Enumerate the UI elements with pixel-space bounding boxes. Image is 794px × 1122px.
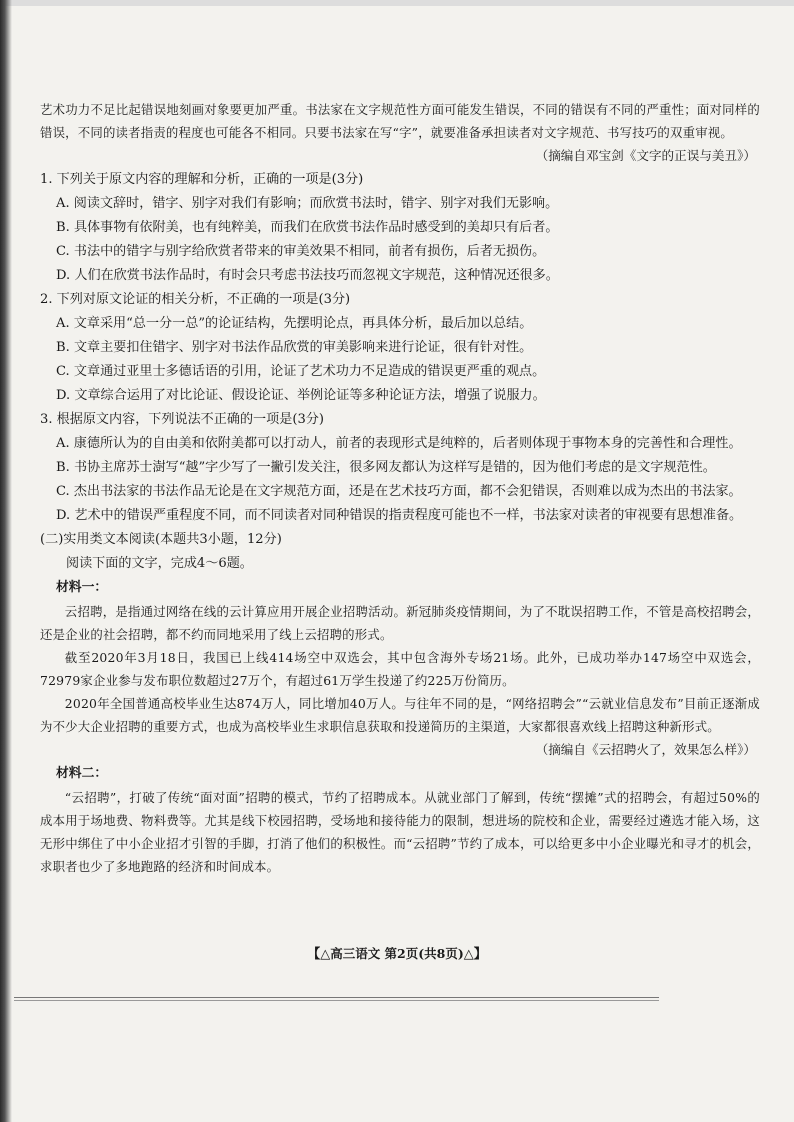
section-lead: 阅读下面的文字，完成4～6题。: [66, 556, 253, 571]
option-c: C. 文章通过亚里士多德话语的引用，论证了艺术功力不足造成的错误更严重的观点。: [56, 364, 546, 379]
footer-text: 高三语文 第2页(共8页): [330, 946, 464, 961]
option-c: C. 书法中的错字与别字给欣赏者带来的审美效果不相同，前者有损伤，后者无损伤。: [56, 244, 546, 259]
option-d: D. 人们在欣赏书法作品时，有时会只考虑书法技巧而忽视文字规范，这种情况还很多。: [56, 268, 559, 283]
page-footer: [0, 943, 794, 962]
question-stem: 3. 根据原文内容，下列说法不正确的一项是(3分): [40, 412, 324, 427]
question-1: [40, 168, 760, 288]
option-c: C. 杰出书法家的书法作品无论是在文字规范方面，还是在艺术技巧方面，都不会犯错误，否则难以成为杰出的书法家。: [56, 484, 742, 499]
option-b: B. 书协主席苏士澍写“越”字少写了一撇引发关注，很多网友都认为这样写是错的，因为他们考虑的是文字规范性。: [56, 460, 716, 475]
material-1-paragraph: 2020年全国普通高校毕业生达874万人，同比增加40万人。与往年不同的是，“网络招聘会”“云就业信息发布”目前正逐渐成为不少大企业招聘的重要方式，也成为高校毕业生求职信息获取和投递简历的主渠道，大家都很喜欢线上招聘这种新形式。: [40, 696, 760, 734]
footer-right-mark: △】: [463, 947, 487, 962]
scan-top-edge: [0, 0, 794, 6]
option-a: A. 阅读文辞时，错字、别字对我们有影响；而欣赏书法时，错字、别字对我们无影响。: [56, 196, 559, 211]
scan-rule-line: [14, 1000, 659, 1001]
passage-tail: 艺术功力不足比起错误地刻画对象要更加严重。书法家在文字规范性方面可能发生错误，不同的错误有不同的严重性；面对同样的错误，不同的读者指责的程度也可能各不相同。只要书法家在写“字”，就要准备承担读者对文字规范、书写技巧的双重审视。: [40, 102, 760, 140]
material-2-paragraph: “云招聘”，打破了传统“面对面”招聘的模式，节约了招聘成本。从就业部门了解到，传统“摆摊”式的招聘会，有超过50%的成本用于场地费、物料费等。尤其是线下校园招聘，受场地和接待能力的限制，想进场的院校和企业，需要经过遴选才能入场，这无形中绑住了中小企业招才引智的手脚，打消了他们的积极性。而“云招聘”节约了成本，可以给更多中小企业曝光和寻才的机会，求职者也少了多地跑路的经济和时间成本。: [40, 790, 760, 874]
option-a: A. 康德所认为的自由美和依附美都可以打动人，前者的表现形式是纯粹的，后者则体现于事物本身的完善性和合理性。: [56, 436, 742, 451]
question-stem: 1. 下列关于原文内容的理解和分析，正确的一项是(3分): [40, 172, 364, 187]
material-1-paragraph: 云招聘，是指通过网络在线的云计算应用开展企业招聘活动。新冠肺炎疫情期间，为了不耽误招聘工作，不管是高校招聘会，还是企业的社会招聘，都不约而同地采用了线上云招聘的形式。: [40, 604, 760, 642]
option-a: A. 文章采用“总一分一总”的论证结构，先摆明论点，再具体分析，最后加以总结。: [56, 316, 533, 331]
option-d: D. 文章综合运用了对比论证、假设论证、举例论证等多种论证方法，增强了说服力。: [56, 388, 546, 403]
section-heading: (二)实用类文本阅读(本题共3小题，12分): [40, 532, 282, 547]
option-b: B. 具体事物有依附美，也有纯粹美，而我们在欣赏书法作品时感受到的美却只有后者。: [56, 220, 559, 235]
material-1-paragraph: 截至2020年3月18日，我国已上线414场空中双选会，其中包含海外专场21场。此外，已成功举办147场空中双选会，72979家企业参与发布职位数超过27万个，有超过61万学生投递了约225万份简历。: [40, 650, 760, 688]
option-b: B. 文章主要扣住错字、别字对书法作品欣赏的审美影响来进行论证，很有针对性。: [56, 340, 533, 355]
scan-rule-line: [14, 997, 659, 998]
page-content: [40, 98, 760, 878]
passage-source: （摘编自邓宝剑《文字的正误与美丑》）: [535, 148, 756, 163]
question-stem: 2. 下列对原文论证的相关分析，不正确的一项是(3分): [40, 292, 351, 307]
material-2-label: 材料二：: [56, 766, 108, 781]
material-1-source: （摘编自《云招聘火了，效果怎么样》）: [535, 742, 756, 757]
question-3: [40, 408, 760, 528]
material-1-label: 材料一：: [56, 580, 108, 595]
option-d: D. 艺术中的错误严重程度不同，而不同读者对同种错误的指责程度可能也不一样，书法家对读者的审视要有思想准备。: [56, 508, 743, 523]
footer-left-mark: 【△: [307, 947, 331, 962]
question-2: [40, 288, 760, 408]
